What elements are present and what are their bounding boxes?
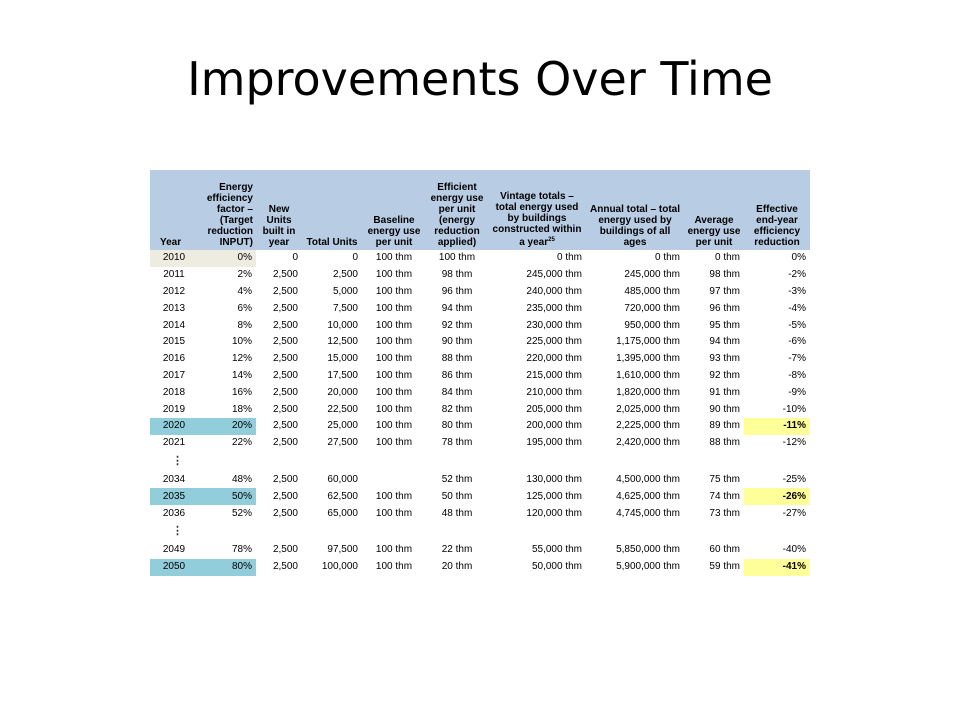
cell-baseline-energy: 100 thm [375,507,413,519]
cell-total-units: 10,000 [327,319,358,331]
cell-year: 2021 [162,437,186,449]
cell-annual-total: 1,395,000 thm [616,353,680,365]
cell-effective-reduction: -27% [782,507,806,519]
cell-year: 2016 [162,353,186,365]
cell-average-energy: 75 thm [709,473,740,485]
cell-annual-total: 2,025,000 thm [616,403,680,415]
cell-efficiency-factor: 2% [237,269,252,281]
cell-baseline-energy: 100 thm [375,490,413,502]
cell-efficient-energy: 80 thm [441,420,473,432]
cell-efficient-energy: 20 thm [441,561,473,573]
cell-average-energy: 59 thm [709,561,740,573]
cell-average-energy: 73 thm [709,507,740,519]
cell-baseline-energy: 100 thm [375,353,413,365]
cell-efficient-energy: 48 thm [441,507,473,519]
cell-new-units: 2,500 [272,369,298,381]
ellipsis-cell [150,522,810,542]
cell-year: 2034 [162,473,186,485]
cell-efficiency-factor: 20% [198,418,256,435]
cell-vintage-total: 0 thm [556,252,582,264]
cell-effective-reduction: -40% [782,544,806,556]
cell-year: 2012 [162,285,186,297]
cell-baseline-energy: 100 thm [375,285,413,297]
header-vintage-totals [488,170,586,250]
table-row [150,505,810,522]
cell-effective-reduction: -3% [788,285,806,297]
cell-efficiency-factor: 48% [231,473,252,485]
cell-total-units: 15,000 [327,353,358,365]
cell-annual-total: 5,900,000 thm [616,561,680,573]
header-efficient-energy: Efficient energy use per unit (energy reduction applied) [426,170,488,250]
cell-vintage-total: 130,000 thm [526,473,582,485]
cell-efficient-energy: 92 thm [441,319,473,331]
cell-baseline-energy: 100 thm [375,336,413,348]
cell-efficient-energy: 90 thm [441,336,473,348]
header-effective-reduction: Effective end-year efficiency reduction [744,170,810,250]
cell-annual-total: 1,175,000 thm [616,336,680,348]
cell-year: 2010 [150,250,198,267]
header-efficiency-factor: Energy efficiency factor – (Target reduction INPUT) [198,170,256,250]
cell-total-units: 12,500 [327,336,358,348]
cell-average-energy: 93 thm [709,353,740,365]
cell-effective-reduction: -2% [788,269,806,281]
cell-efficiency-factor: 6% [237,302,252,314]
cell-baseline-energy: 100 thm [375,302,413,314]
cell-baseline-energy: 100 thm [375,319,413,331]
cell-year: 2019 [162,403,186,415]
cell-year: 2014 [162,319,186,331]
cell-vintage-total: 225,000 thm [526,336,582,348]
cell-new-units: 2,500 [272,403,298,415]
cell-vintage-total: 240,000 thm [526,285,582,297]
efficiency-table-container [150,170,810,576]
cell-total-units: 62,500 [327,490,358,502]
cell-average-energy: 95 thm [709,319,740,331]
table-body [150,250,810,576]
table-row [150,300,810,317]
cell-annual-total: 0 thm [654,252,680,264]
cell-efficiency-factor: 14% [231,369,252,381]
cell-efficient-energy: 52 thm [441,473,473,485]
cell-effective-reduction: -25% [782,473,806,485]
header-year: Year [150,170,198,250]
table-row [150,488,810,505]
header-total-units: Total Units [302,170,362,250]
efficiency-table [150,170,810,576]
cell-total-units: 0 [352,252,358,264]
cell-efficiency-factor: 8% [237,319,252,331]
cell-baseline-energy: 100 thm [375,252,413,264]
cell-year: 2036 [162,507,186,519]
cell-annual-total: 5,850,000 thm [616,544,680,556]
cell-average-energy: 97 thm [709,285,740,297]
cell-new-units: 2,500 [272,386,298,398]
cell-year: 2049 [162,544,186,556]
cell-annual-total: 485,000 thm [624,285,680,297]
cell-year: 2035 [150,488,198,505]
cell-effective-reduction: -12% [782,437,806,449]
cell-annual-total: 2,225,000 thm [616,420,680,432]
cell-baseline-energy: 100 thm [375,437,413,449]
cell-baseline-energy: 100 thm [375,403,413,415]
table-row [150,317,810,334]
vertical-ellipsis-icon: ⋮ [172,524,183,537]
cell-average-energy: 88 thm [709,437,740,449]
cell-effective-reduction: -7% [788,353,806,365]
ellipsis-cell [150,452,810,472]
table-row [150,334,810,351]
cell-total-units: 97,500 [327,544,358,556]
cell-vintage-total: 50,000 thm [531,561,582,573]
table-row [150,284,810,301]
cell-baseline-energy: 100 thm [375,561,413,573]
cell-new-units: 2,500 [272,420,298,432]
cell-annual-total: 720,000 thm [624,302,680,314]
footnote-marker: 25 [548,237,555,243]
cell-efficient-energy: 84 thm [441,386,473,398]
cell-average-energy: 90 thm [709,403,740,415]
cell-average-energy: 91 thm [709,386,740,398]
cell-total-units: 60,000 [327,473,358,485]
header-row [150,170,810,250]
cell-baseline-energy: 100 thm [375,420,413,432]
cell-total-units: 7,500 [332,302,358,314]
cell-efficient-energy: 50 thm [441,490,473,502]
cell-year: 2020 [150,418,198,435]
ellipsis-row [150,452,810,472]
cell-efficiency-factor: 0% [198,250,256,267]
cell-annual-total: 4,625,000 thm [616,490,680,502]
cell-total-units: 20,000 [327,386,358,398]
cell-effective-reduction: -4% [788,302,806,314]
cell-efficient-energy: 94 thm [441,302,473,314]
cell-new-units: 2,500 [272,544,298,556]
cell-vintage-total: 230,000 thm [526,319,582,331]
table-row [150,250,810,267]
cell-vintage-total: 210,000 thm [526,386,582,398]
cell-efficient-energy: 86 thm [441,369,473,381]
cell-new-units: 2,500 [272,269,298,281]
cell-new-units: 0 [292,252,298,264]
cell-effective-reduction: -6% [788,336,806,348]
cell-efficiency-factor: 4% [237,285,252,297]
header-new-units: New Units built in year [256,170,302,250]
table-row [150,267,810,284]
cell-baseline-energy: 100 thm [375,386,413,398]
cell-vintage-total: 245,000 thm [526,269,582,281]
header-baseline-energy: Baseline energy use per unit [362,170,426,250]
cell-effective-reduction: -9% [788,386,806,398]
table-row [150,368,810,385]
cell-average-energy: 74 thm [709,490,740,502]
cell-efficient-energy: 22 thm [441,544,473,556]
cell-baseline-energy: 100 thm [375,269,413,281]
cell-efficient-energy: 88 thm [441,353,473,365]
cell-annual-total: 1,820,000 thm [616,386,680,398]
cell-vintage-total: 235,000 thm [526,302,582,314]
table-row [150,435,810,452]
cell-total-units: 2,500 [332,269,358,281]
cell-efficiency-factor: 22% [231,437,252,449]
table-row [150,472,810,489]
cell-new-units: 2,500 [272,473,298,485]
cell-effective-reduction: -10% [782,403,806,415]
cell-vintage-total: 215,000 thm [526,369,582,381]
cell-average-energy: 96 thm [709,302,740,314]
cell-total-units: 17,500 [327,369,358,381]
table-row [150,418,810,435]
cell-efficiency-factor: 50% [198,488,256,505]
cell-efficiency-factor: 10% [231,336,252,348]
cell-new-units: 2,500 [272,319,298,331]
cell-total-units: 5,000 [332,285,358,297]
cell-total-units: 100,000 [321,561,358,573]
cell-efficiency-factor: 12% [231,353,252,365]
cell-efficient-energy: 78 thm [441,437,473,449]
cell-average-energy: 98 thm [709,269,740,281]
cell-vintage-total: 125,000 thm [526,490,582,502]
cell-year: 2015 [162,336,186,348]
cell-year: 2013 [162,302,186,314]
cell-vintage-total: 120,000 thm [526,507,582,519]
cell-efficient-energy: 98 thm [441,269,473,281]
cell-average-energy: 60 thm [709,544,740,556]
cell-average-energy: 92 thm [709,369,740,381]
cell-annual-total: 1,610,000 thm [616,369,680,381]
cell-new-units: 2,500 [272,336,298,348]
cell-effective-reduction: -11% [744,418,810,435]
header-average-energy: Average energy use per unit [684,170,744,250]
cell-efficiency-factor: 16% [231,386,252,398]
cell-new-units: 2,500 [272,285,298,297]
cell-year: 2017 [162,369,186,381]
cell-new-units: 2,500 [272,302,298,314]
cell-vintage-total: 220,000 thm [526,353,582,365]
table-row [150,384,810,401]
cell-effective-reduction: -8% [788,369,806,381]
cell-vintage-total: 205,000 thm [526,403,582,415]
table-header [150,170,810,250]
cell-total-units: 22,500 [327,403,358,415]
cell-efficiency-factor: 78% [231,544,252,556]
table-row [150,351,810,368]
cell-new-units: 2,500 [272,437,298,449]
cell-baseline-energy: 100 thm [375,369,413,381]
cell-annual-total: 950,000 thm [624,319,680,331]
header-vintage-totals-text: Vintage totals – total energy used by buildings constructed within a year [492,191,582,248]
cell-average-energy: 94 thm [709,336,740,348]
cell-effective-reduction: -26% [744,488,810,505]
slide-title: Improvements Over Time [187,52,773,106]
table-row [150,559,810,576]
ellipsis-row [150,522,810,542]
cell-average-energy: 0 thm [714,252,740,264]
header-annual-total: Annual total – total energy used by buildings of all ages [586,170,684,250]
cell-vintage-total: 195,000 thm [526,437,582,449]
cell-annual-total: 4,745,000 thm [616,507,680,519]
cell-new-units: 2,500 [272,507,298,519]
cell-efficiency-factor: 80% [198,559,256,576]
cell-new-units: 2,500 [272,353,298,365]
cell-average-energy: 89 thm [709,420,740,432]
cell-new-units: 2,500 [272,490,298,502]
cell-efficiency-factor: 18% [231,403,252,415]
table-row [150,542,810,559]
cell-effective-reduction: -5% [788,319,806,331]
cell-annual-total: 4,500,000 thm [616,473,680,485]
vertical-ellipsis-icon: ⋮ [172,454,183,467]
cell-vintage-total: 200,000 thm [526,420,582,432]
cell-year: 2011 [163,269,185,281]
cell-efficient-energy: 100 thm [438,252,476,264]
cell-baseline-energy: 100 thm [375,544,413,556]
cell-efficient-energy: 82 thm [441,403,473,415]
table-row [150,401,810,418]
cell-effective-reduction: -41% [744,559,810,576]
cell-annual-total: 245,000 thm [624,269,680,281]
cell-year: 2050 [150,559,198,576]
cell-efficiency-factor: 52% [231,507,252,519]
cell-efficient-energy: 96 thm [441,285,473,297]
cell-total-units: 25,000 [327,420,358,432]
cell-year: 2018 [162,386,186,398]
cell-effective-reduction: 0% [791,252,806,264]
cell-vintage-total: 55,000 thm [531,544,582,556]
cell-total-units: 27,500 [327,437,358,449]
cell-new-units: 2,500 [272,561,298,573]
cell-total-units: 65,000 [327,507,358,519]
cell-annual-total: 2,420,000 thm [616,437,680,449]
cell-baseline-energy [362,472,426,489]
